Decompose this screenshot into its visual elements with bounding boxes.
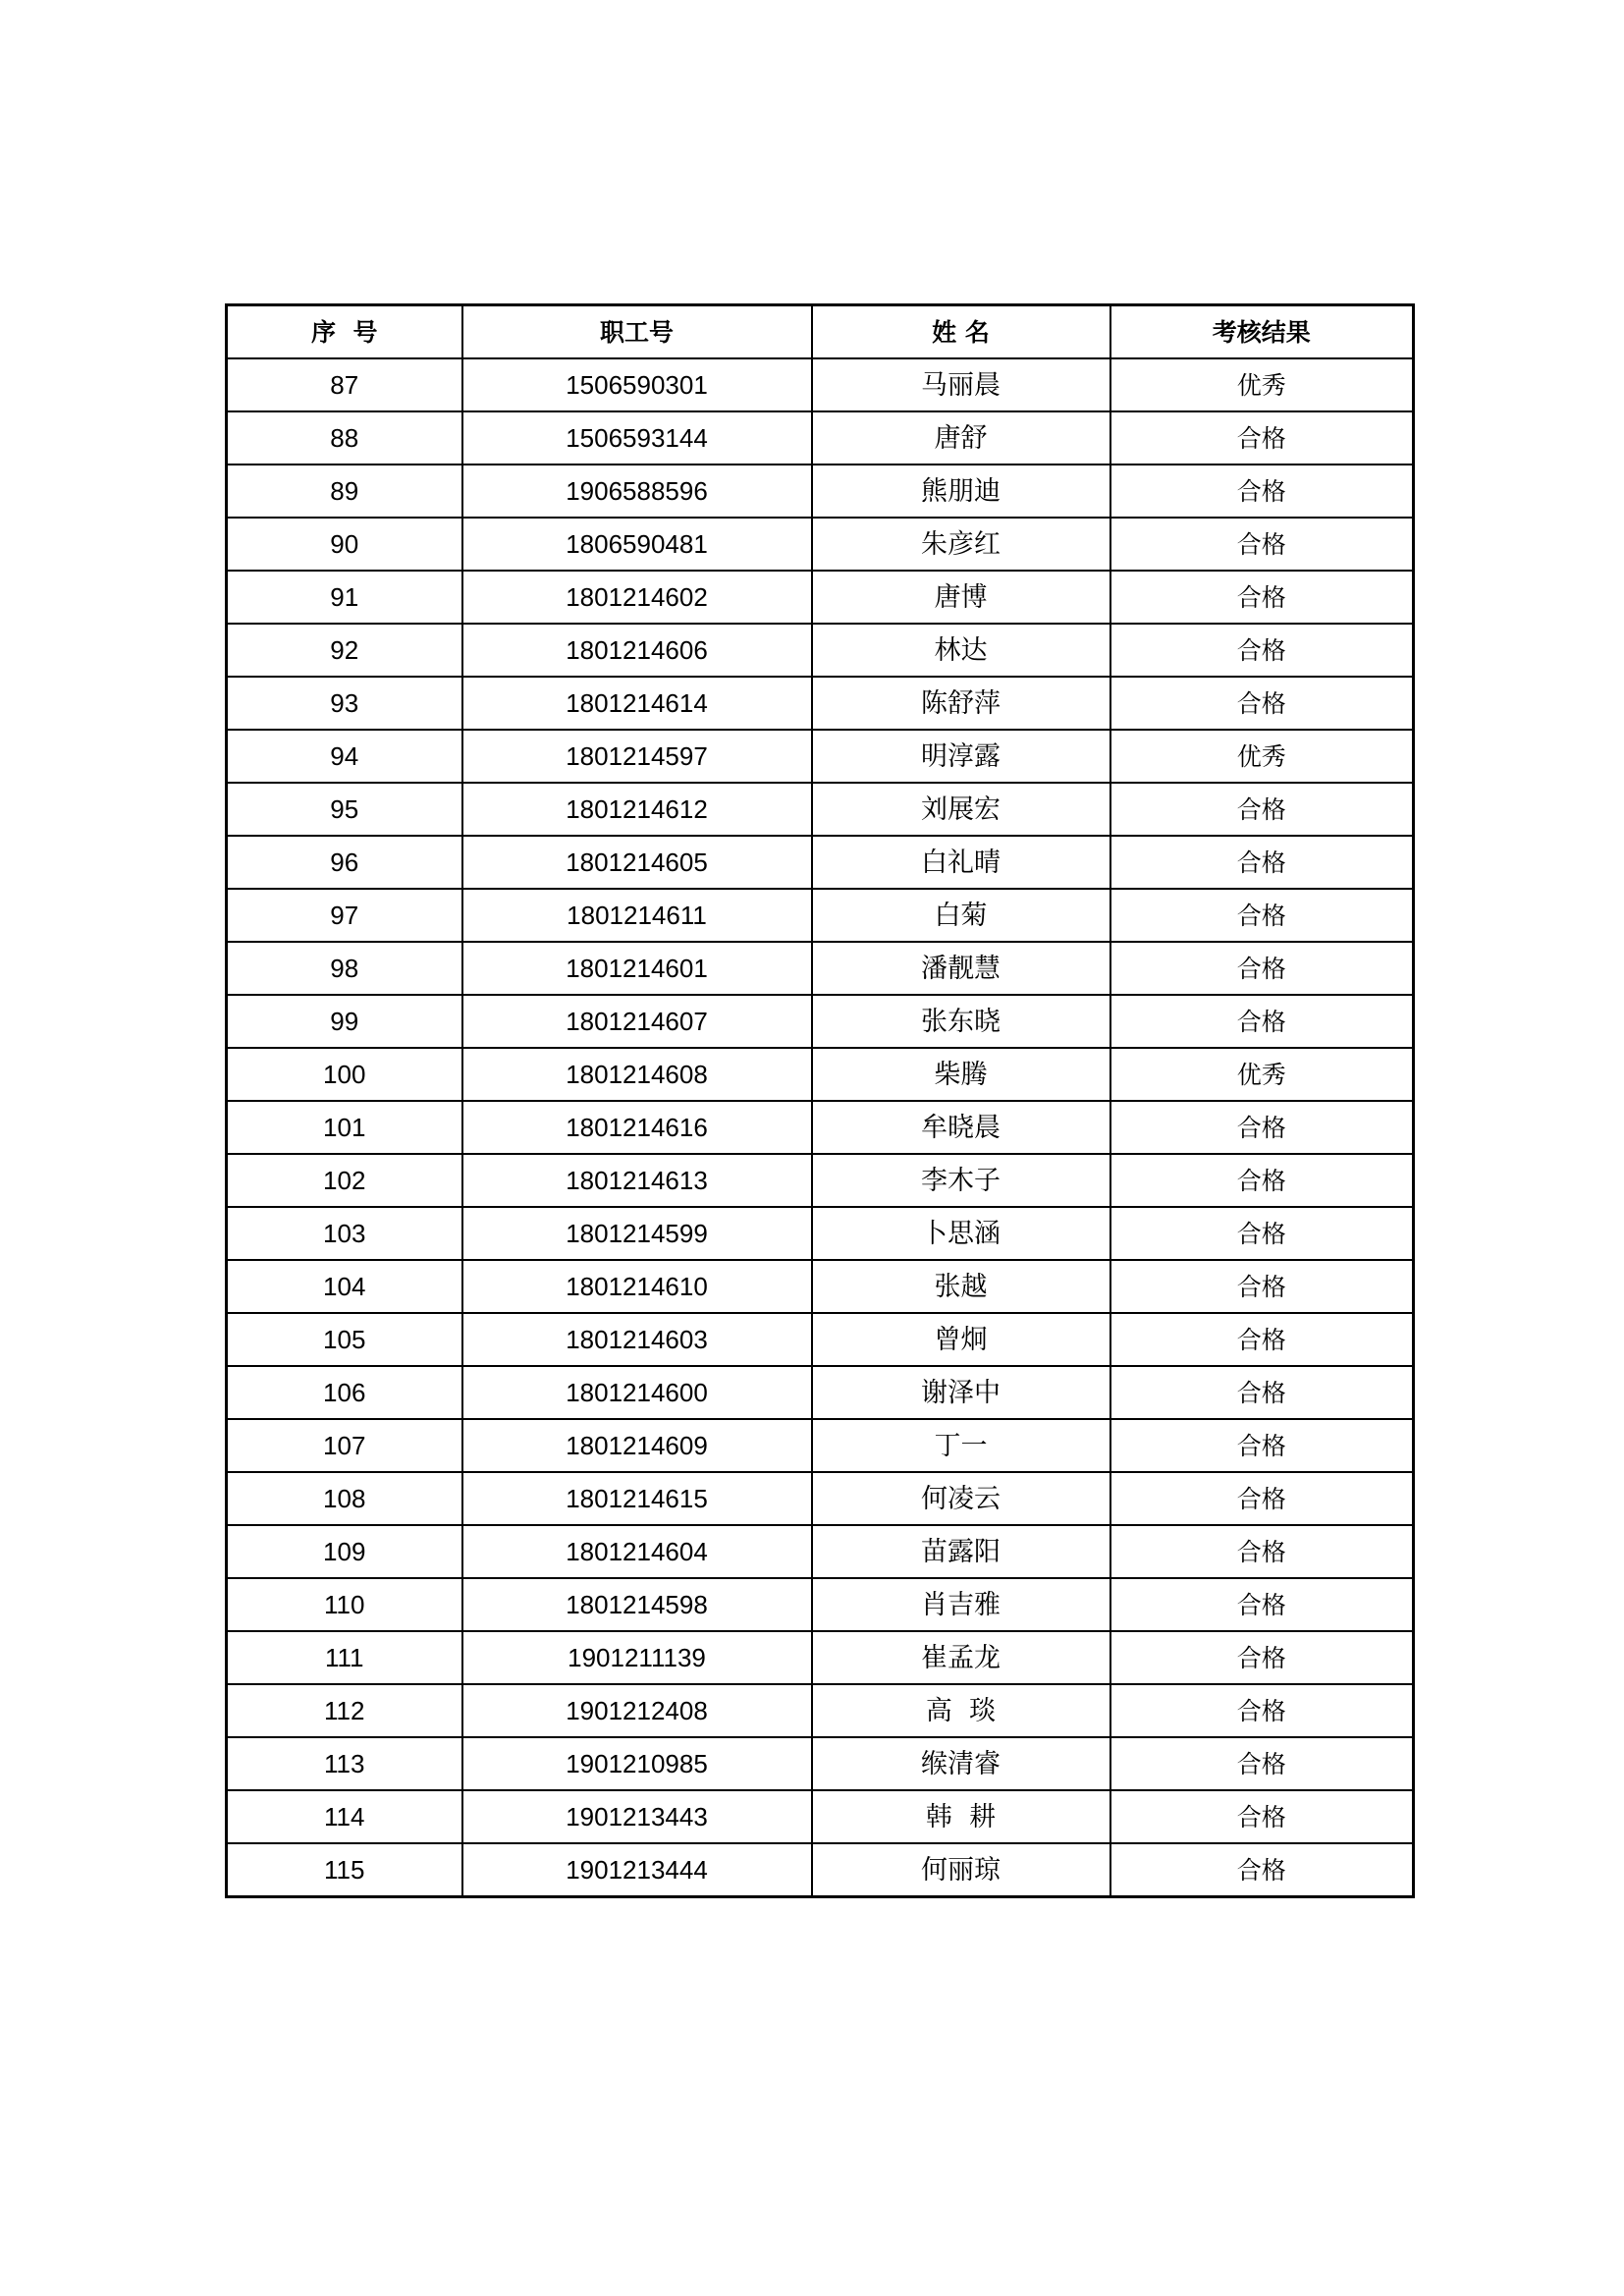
cell-index: 99 [227, 995, 462, 1048]
cell-result: 合格 [1110, 889, 1414, 942]
cell-name: 缑清睿 [812, 1737, 1110, 1790]
table-row [227, 624, 1414, 677]
cell-name: 何丽琼 [812, 1843, 1110, 1897]
cell-result: 合格 [1110, 836, 1414, 889]
cell-name: 刘展宏 [812, 783, 1110, 836]
cell-index: 101 [227, 1101, 462, 1154]
cell-index: 103 [227, 1207, 462, 1260]
cell-employee-id: 1801214609 [462, 1419, 812, 1472]
table-row [227, 1578, 1414, 1631]
cell-index: 100 [227, 1048, 462, 1101]
cell-name: 张东晓 [812, 995, 1110, 1048]
table-row [227, 1048, 1414, 1101]
cell-result: 合格 [1110, 571, 1414, 624]
table-header [227, 305, 1414, 359]
cell-result: 合格 [1110, 1419, 1414, 1472]
cell-result: 合格 [1110, 677, 1414, 730]
cell-index: 110 [227, 1578, 462, 1631]
cell-index: 109 [227, 1525, 462, 1578]
cell-name: 白菊 [812, 889, 1110, 942]
cell-employee-id: 1801214602 [462, 571, 812, 624]
cell-name: 卜思涵 [812, 1207, 1110, 1260]
cell-employee-id: 1801214600 [462, 1366, 812, 1419]
cell-index: 105 [227, 1313, 462, 1366]
cell-name: 谢泽中 [812, 1366, 1110, 1419]
cell-employee-id: 1801214607 [462, 995, 812, 1048]
cell-employee-id: 1801214610 [462, 1260, 812, 1313]
table-row [227, 942, 1414, 995]
cell-name: 苗露阳 [812, 1525, 1110, 1578]
cell-employee-id: 1901213443 [462, 1790, 812, 1843]
header-result: 考核结果 [1110, 305, 1414, 359]
cell-employee-id: 1801214613 [462, 1154, 812, 1207]
cell-employee-id: 1806590481 [462, 518, 812, 571]
table-row [227, 1790, 1414, 1843]
cell-name: 柴腾 [812, 1048, 1110, 1101]
table-row [227, 1525, 1414, 1578]
assessment-table [225, 303, 1415, 1898]
cell-index: 96 [227, 836, 462, 889]
cell-name: 张越 [812, 1260, 1110, 1313]
cell-name: 牟晓晨 [812, 1101, 1110, 1154]
table-row [227, 1684, 1414, 1737]
cell-result: 优秀 [1110, 730, 1414, 783]
cell-employee-id: 1506593144 [462, 411, 812, 465]
cell-employee-id: 1801214612 [462, 783, 812, 836]
cell-name: 唐博 [812, 571, 1110, 624]
table-row [227, 677, 1414, 730]
cell-result: 优秀 [1110, 358, 1414, 411]
cell-result: 合格 [1110, 1101, 1414, 1154]
cell-name: 明淳露 [812, 730, 1110, 783]
table-row [227, 1419, 1414, 1472]
cell-name: 李木子 [812, 1154, 1110, 1207]
cell-index: 115 [227, 1843, 462, 1897]
cell-index: 114 [227, 1790, 462, 1843]
cell-result: 合格 [1110, 1631, 1414, 1684]
cell-index: 92 [227, 624, 462, 677]
cell-employee-id: 1801214608 [462, 1048, 812, 1101]
cell-employee-id: 1801214604 [462, 1525, 812, 1578]
cell-index: 107 [227, 1419, 462, 1472]
cell-index: 88 [227, 411, 462, 465]
cell-result: 合格 [1110, 411, 1414, 465]
cell-employee-id: 1901213444 [462, 1843, 812, 1897]
cell-result: 合格 [1110, 465, 1414, 518]
cell-employee-id: 1801214605 [462, 836, 812, 889]
table-row [227, 836, 1414, 889]
table-row [227, 730, 1414, 783]
table-row [227, 358, 1414, 411]
cell-index: 91 [227, 571, 462, 624]
cell-employee-id: 1801214615 [462, 1472, 812, 1525]
cell-result: 合格 [1110, 518, 1414, 571]
cell-result: 合格 [1110, 995, 1414, 1048]
table-row [227, 1101, 1414, 1154]
cell-employee-id: 1801214614 [462, 677, 812, 730]
cell-result: 合格 [1110, 1737, 1414, 1790]
cell-index: 112 [227, 1684, 462, 1737]
cell-name: 何凌云 [812, 1472, 1110, 1525]
cell-result: 合格 [1110, 1684, 1414, 1737]
table-row [227, 1843, 1414, 1897]
cell-name: 唐舒 [812, 411, 1110, 465]
table-row [227, 783, 1414, 836]
cell-employee-id: 1801214598 [462, 1578, 812, 1631]
cell-result: 合格 [1110, 1313, 1414, 1366]
cell-result: 优秀 [1110, 1048, 1414, 1101]
cell-name: 曾炯 [812, 1313, 1110, 1366]
table-body [227, 358, 1414, 1897]
table-row [227, 1313, 1414, 1366]
cell-name: 韩 耕 [812, 1790, 1110, 1843]
cell-employee-id: 1506590301 [462, 358, 812, 411]
cell-name: 崔孟龙 [812, 1631, 1110, 1684]
cell-result: 合格 [1110, 1525, 1414, 1578]
table-row [227, 1472, 1414, 1525]
header-row [227, 305, 1414, 359]
cell-employee-id: 1801214599 [462, 1207, 812, 1260]
cell-index: 102 [227, 1154, 462, 1207]
cell-employee-id: 1901210985 [462, 1737, 812, 1790]
table-row [227, 1260, 1414, 1313]
cell-name: 潘靓慧 [812, 942, 1110, 995]
cell-name: 林达 [812, 624, 1110, 677]
cell-result: 合格 [1110, 1790, 1414, 1843]
cell-name: 丁一 [812, 1419, 1110, 1472]
header-index: 序 号 [227, 305, 462, 359]
cell-result: 合格 [1110, 1207, 1414, 1260]
cell-index: 93 [227, 677, 462, 730]
cell-result: 合格 [1110, 1154, 1414, 1207]
cell-index: 89 [227, 465, 462, 518]
cell-name: 陈舒萍 [812, 677, 1110, 730]
cell-result: 合格 [1110, 1260, 1414, 1313]
table-row [227, 1366, 1414, 1419]
header-employee-id: 职工号 [462, 305, 812, 359]
table-row [227, 411, 1414, 465]
table-row [227, 889, 1414, 942]
table-row [227, 1737, 1414, 1790]
cell-result: 合格 [1110, 1578, 1414, 1631]
cell-index: 111 [227, 1631, 462, 1684]
cell-index: 95 [227, 783, 462, 836]
cell-employee-id: 1801214611 [462, 889, 812, 942]
cell-employee-id: 1801214616 [462, 1101, 812, 1154]
cell-index: 98 [227, 942, 462, 995]
table-row [227, 571, 1414, 624]
cell-result: 合格 [1110, 1843, 1414, 1897]
table-row [227, 518, 1414, 571]
cell-name: 肖吉雅 [812, 1578, 1110, 1631]
cell-name: 朱彦红 [812, 518, 1110, 571]
table-row [227, 1207, 1414, 1260]
cell-result: 合格 [1110, 783, 1414, 836]
cell-index: 97 [227, 889, 462, 942]
table-row [227, 465, 1414, 518]
cell-index: 108 [227, 1472, 462, 1525]
cell-name: 白礼晴 [812, 836, 1110, 889]
table-row [227, 995, 1414, 1048]
cell-employee-id: 1801214606 [462, 624, 812, 677]
cell-employee-id: 1801214603 [462, 1313, 812, 1366]
cell-name: 高 琰 [812, 1684, 1110, 1737]
cell-employee-id: 1901212408 [462, 1684, 812, 1737]
cell-result: 合格 [1110, 624, 1414, 677]
cell-result: 合格 [1110, 942, 1414, 995]
cell-index: 113 [227, 1737, 462, 1790]
cell-result: 合格 [1110, 1366, 1414, 1419]
cell-employee-id: 1801214601 [462, 942, 812, 995]
cell-name: 熊朋迪 [812, 465, 1110, 518]
cell-employee-id: 1801214597 [462, 730, 812, 783]
cell-employee-id: 1906588596 [462, 465, 812, 518]
cell-index: 106 [227, 1366, 462, 1419]
cell-index: 90 [227, 518, 462, 571]
cell-employee-id: 1901211139 [462, 1631, 812, 1684]
cell-result: 合格 [1110, 1472, 1414, 1525]
cell-index: 104 [227, 1260, 462, 1313]
cell-index: 94 [227, 730, 462, 783]
cell-index: 87 [227, 358, 462, 411]
header-name: 姓 名 [812, 305, 1110, 359]
cell-name: 马丽晨 [812, 358, 1110, 411]
table-row [227, 1631, 1414, 1684]
table-row [227, 1154, 1414, 1207]
